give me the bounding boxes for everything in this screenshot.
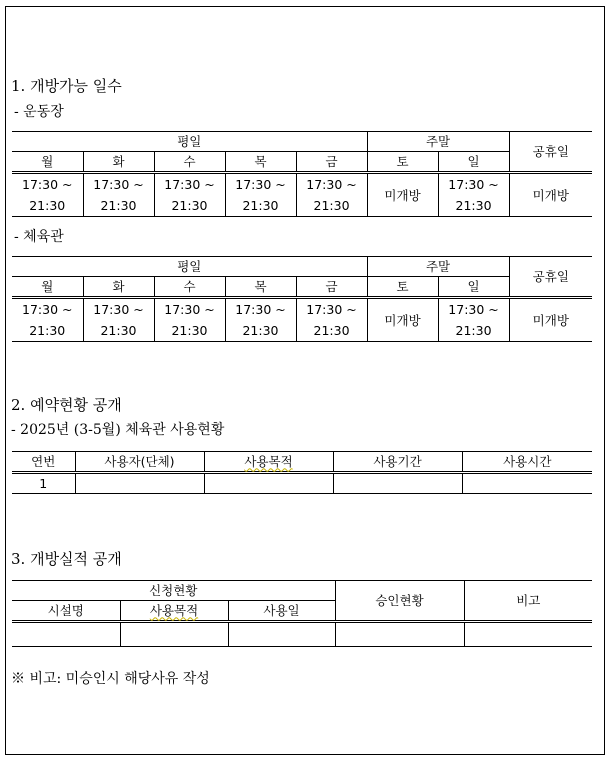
table-cell-period [333, 473, 462, 494]
remarks-header: 비고 [464, 581, 592, 622]
weekday-group-header: 평일 [12, 257, 367, 277]
time-thu: 17:30 ~ 21:30 [225, 298, 296, 342]
col-header-facility: 시설명 [12, 601, 120, 622]
table-cell-purpose [120, 622, 228, 647]
day-sat: 토 [367, 152, 438, 173]
time-wed: 17:30 ~ 21:30 [154, 298, 225, 342]
time-wed: 17:30 ~ 21:30 [154, 173, 225, 217]
time-sat: 미개방 [367, 173, 438, 217]
holiday-header: 공휴일 [509, 257, 592, 298]
day-wed: 수 [154, 152, 225, 173]
col-header-time: 사용시간 [462, 452, 592, 473]
section3-title: 3. 개방실적 공개 [11, 550, 122, 568]
time-tue: 17:30 ~ 21:30 [83, 298, 154, 342]
day-sat: 토 [367, 277, 438, 298]
facility-name-field: - 운동장 [14, 104, 64, 120]
time-holiday: 미개방 [509, 298, 592, 342]
time-fri: 17:30 ~ 21:30 [296, 173, 367, 217]
weekend-group-header: 주말 [367, 132, 509, 152]
day-fri: 금 [296, 277, 367, 298]
day-sun: 일 [438, 277, 509, 298]
day-mon: 월 [12, 277, 83, 298]
time-fri: 17:30 ~ 21:30 [296, 298, 367, 342]
facility-name-gym: - 체육관 [14, 229, 64, 245]
gym-schedule-table [12, 256, 592, 342]
performance-table [12, 580, 592, 647]
col-header-date: 사용일 [228, 601, 335, 622]
section2-subtitle: - 2025년 (3-5월) 체육관 사용현황 [11, 422, 225, 438]
col-header-user: 사용자(단체) [75, 452, 204, 473]
time-mon: 17:30 ~ 21:30 [12, 173, 83, 217]
time-tue: 17:30 ~ 21:30 [83, 173, 154, 217]
table-cell-time [462, 473, 592, 494]
day-thu: 목 [225, 277, 296, 298]
col-header-period: 사용기간 [333, 452, 462, 473]
footnote: ※ 비고: 미승인시 해당사유 작성 [11, 671, 210, 687]
weekend-group-header: 주말 [367, 257, 509, 277]
approval-header: 승인현황 [335, 581, 464, 622]
section2-title: 2. 예약현황 공개 [11, 396, 122, 414]
table-cell-no: 1 [12, 473, 75, 494]
table-cell-date [228, 622, 335, 647]
table-cell-facility [12, 622, 120, 647]
day-tue: 화 [83, 277, 154, 298]
table-cell-purpose [204, 473, 333, 494]
application-group-header: 신청현황 [12, 581, 335, 601]
holiday-header: 공휴일 [509, 132, 592, 173]
day-fri: 금 [296, 152, 367, 173]
field-schedule-table [12, 131, 592, 217]
time-mon: 17:30 ~ 21:30 [12, 298, 83, 342]
time-sat: 미개방 [367, 298, 438, 342]
reservation-table [12, 451, 592, 494]
day-sun: 일 [438, 152, 509, 173]
time-holiday: 미개방 [509, 173, 592, 217]
day-tue: 화 [83, 152, 154, 173]
col-header-no: 연번 [12, 452, 75, 473]
table-cell-user [75, 473, 204, 494]
col-header-purpose: 사용목적 [120, 601, 228, 622]
time-sun: 17:30 ~ 21:30 [438, 298, 509, 342]
weekday-group-header: 평일 [12, 132, 367, 152]
col-header-purpose: 사용목적 [204, 452, 333, 473]
table-cell-approval [335, 622, 464, 647]
time-sun: 17:30 ~ 21:30 [438, 173, 509, 217]
day-mon: 월 [12, 152, 83, 173]
section1-title: 1. 개방가능 일수 [11, 77, 122, 95]
day-wed: 수 [154, 277, 225, 298]
time-thu: 17:30 ~ 21:30 [225, 173, 296, 217]
day-thu: 목 [225, 152, 296, 173]
table-cell-remarks [464, 622, 592, 647]
